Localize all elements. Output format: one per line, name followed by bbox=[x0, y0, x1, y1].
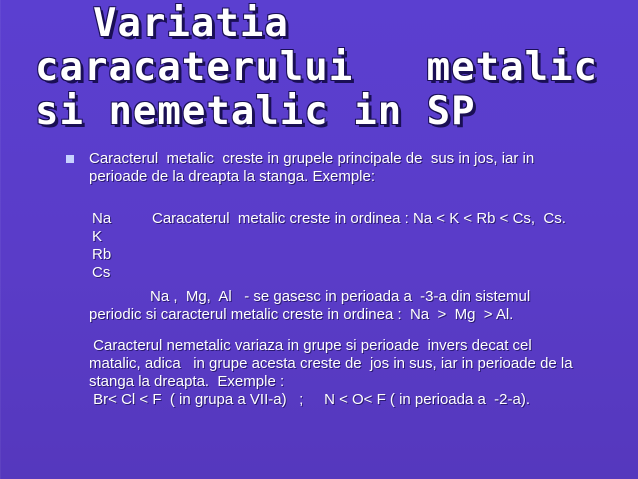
paragraph-1-line-2: perioade de la dreapta la stanga. Exemple: bbox=[89, 168, 376, 185]
slide-title bbox=[35, 2, 635, 134]
period-text-line-2: periodic si caracterul metalic creste in ordinea : Na > Mg > Al. bbox=[89, 306, 514, 323]
title-line-2: caracaterului metalic bbox=[35, 45, 599, 90]
nonmetal-text-line-3: stanga la dreapta. Exemple : bbox=[89, 373, 285, 390]
nonmetal-text-line-2: matalic, adica in grupe acesta creste de jos in sus, iar in perioade de la bbox=[89, 355, 573, 372]
element-k: K bbox=[92, 228, 103, 245]
element-cs: Cs bbox=[92, 264, 111, 281]
metallic-order-text: Caracaterul metalic creste in ordinea : Na < K < Rb < Cs, Cs. bbox=[152, 210, 566, 227]
period-text-line-1: Na , Mg, Al - se gasesc in perioada a -3-a din sistemul bbox=[150, 288, 531, 305]
title-line-1: Variatia bbox=[93, 1, 289, 46]
nonmetal-text-line-1: Caracterul nemetalic variaza in grupe si perioade invers decat cel bbox=[89, 337, 532, 354]
element-rb: Rb bbox=[92, 246, 112, 263]
bullet-square-icon bbox=[66, 155, 74, 163]
title-line-3: si nemetalic in SP bbox=[35, 89, 476, 134]
element-na: Na bbox=[92, 210, 112, 227]
nonmetal-examples: Br< Cl < F ( in grupa a VII-a) ; N < O< F ( in perioada a -2-a). bbox=[89, 391, 530, 408]
paragraph-1-line-1: Caracterul metalic creste in grupele principale de sus in jos, iar in bbox=[89, 150, 535, 167]
